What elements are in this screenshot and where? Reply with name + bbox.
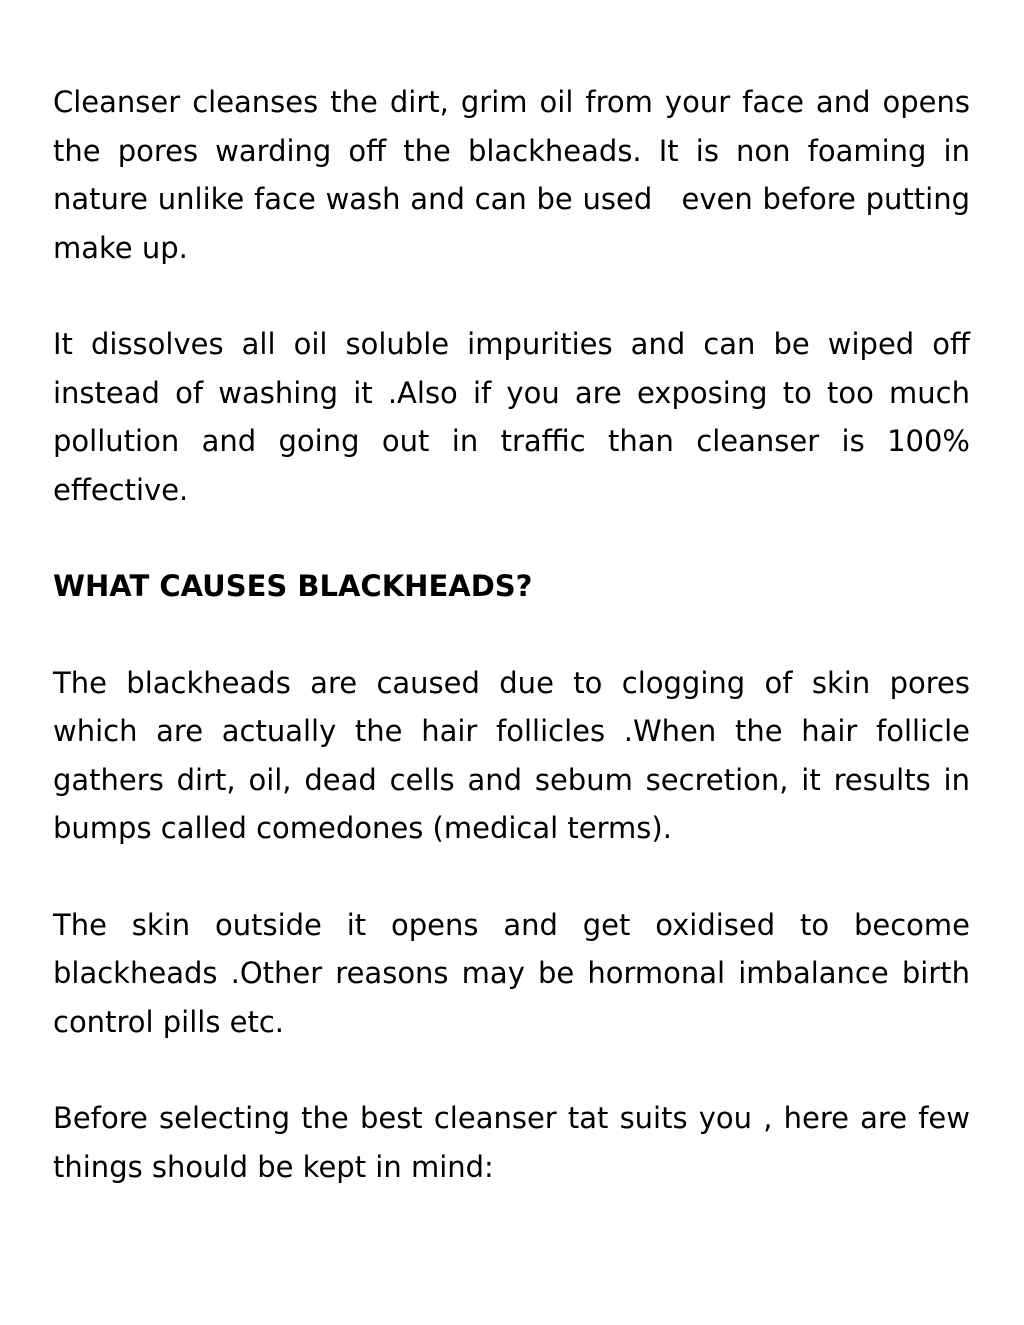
paragraph-oxidation: The skin outside it opens and get oxidised to become blackheads .Other reasons may be hormonal imbalance birth control pills etc. bbox=[53, 907, 980, 1039]
paragraph-oil-impurities: It dissolves all oil soluble impurities and can be wiped off instead of washing it .Also if you are exposing to too much pollution and going out in traffic than cleanser is 100% effective. bbox=[53, 327, 980, 507]
paragraph-cleanser-intro: Cleanser cleanses the dirt, grim oil from your face and opens the pores warding off the blackheads. It is non foaming in nature unlike face wash and can be used even before putting make up. bbox=[53, 85, 980, 265]
paragraph-selection-tips: Before selecting the best cleanser tat suits you , here are few things should be kept in mind: bbox=[53, 1101, 980, 1184]
paragraph-blackhead-causes: The blackheads are caused due to clogging of skin pores which are actually the hair follicles .When the hair follicle gathers dirt, oil, dead cells and sebum secretion, it results in bumps called comedones (medical terms). bbox=[53, 665, 980, 845]
document-page bbox=[53, 78, 980, 1239]
section-heading: WHAT CAUSES BLACKHEADS? bbox=[53, 569, 533, 603]
